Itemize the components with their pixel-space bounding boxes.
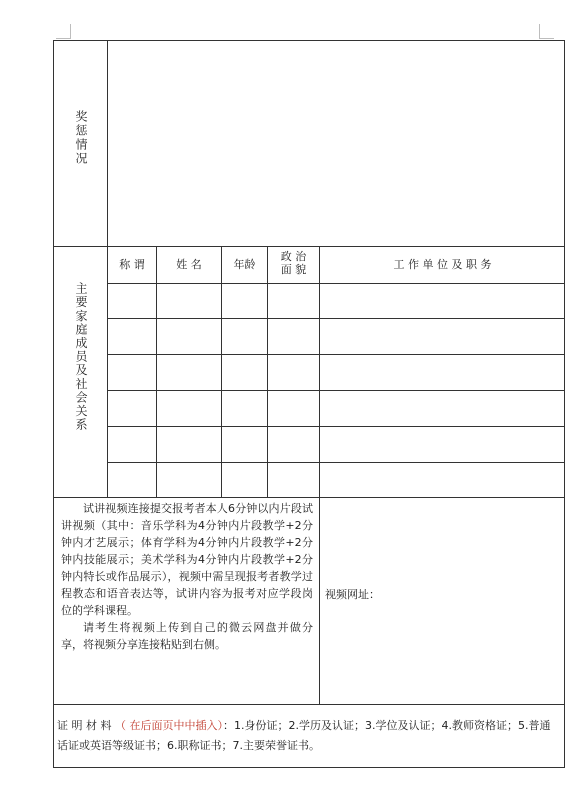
row-divider-awards xyxy=(53,246,565,247)
video-url-label: 视频网址： xyxy=(325,588,380,601)
row-divider-family-2 xyxy=(107,354,565,355)
col-divider-political xyxy=(319,246,320,704)
row-divider-family-1 xyxy=(107,318,565,319)
col-header-title: 称 谓 xyxy=(119,258,145,271)
col-header-age: 年龄 xyxy=(233,258,256,271)
video-instructions-para-2: 请考生将视频上传到自己的微云网盘并做分享，将视频分享连接粘贴到右侧。 xyxy=(61,621,313,651)
col-header-political-status: 政 治 面 貌 xyxy=(280,250,307,277)
supporting-documents xyxy=(57,716,561,756)
crop-mark-top-right xyxy=(539,24,554,39)
crop-mark-top-left xyxy=(56,24,71,39)
documents-label: 证 明 材 料 xyxy=(57,719,112,732)
video-instructions xyxy=(61,500,313,653)
documents-note: （ 在后面页中中插入） xyxy=(115,719,223,732)
awards-label: 奖惩情况 xyxy=(74,110,88,166)
row-divider-video-end xyxy=(53,704,565,705)
video-instructions-para-1: 试讲视频连接提交报考者本人6分钟以内片段试讲视频（其中：音乐学科为4分钟内片段教学+2分钟内才艺展示；体育学科为4分钟内片段教学+2分钟内技能展示；美术学科为4分钟内片段教学+2分钟内特长或作品展示），视频中需呈现报考者教学过程教态和语音表达等，试讲内容为报考对应学段岗位的学科课程。 xyxy=(61,502,313,617)
application-form-table xyxy=(53,40,565,768)
documents-list: ：1.身份证；2.学历及认证；3.学位及认证；4.教师资格证；5.普通话证或英语等级证书；6.职称证书；7.主要荣誉证书。 xyxy=(57,719,551,752)
row-divider-family-3 xyxy=(107,390,565,391)
row-divider-family-header xyxy=(107,283,565,284)
row-divider-family-5 xyxy=(107,462,565,463)
row-divider-family-4 xyxy=(107,426,565,427)
col-divider-age xyxy=(267,246,268,497)
col-divider-name xyxy=(221,246,222,497)
family-relations-label: 主要家庭成员及社会关系 xyxy=(74,282,88,432)
col-divider-title xyxy=(156,246,157,497)
col-header-workplace: 工 作 单 位 及 职 务 xyxy=(393,258,492,271)
row-divider-family-end xyxy=(53,497,565,498)
col-header-name: 姓 名 xyxy=(176,258,202,271)
